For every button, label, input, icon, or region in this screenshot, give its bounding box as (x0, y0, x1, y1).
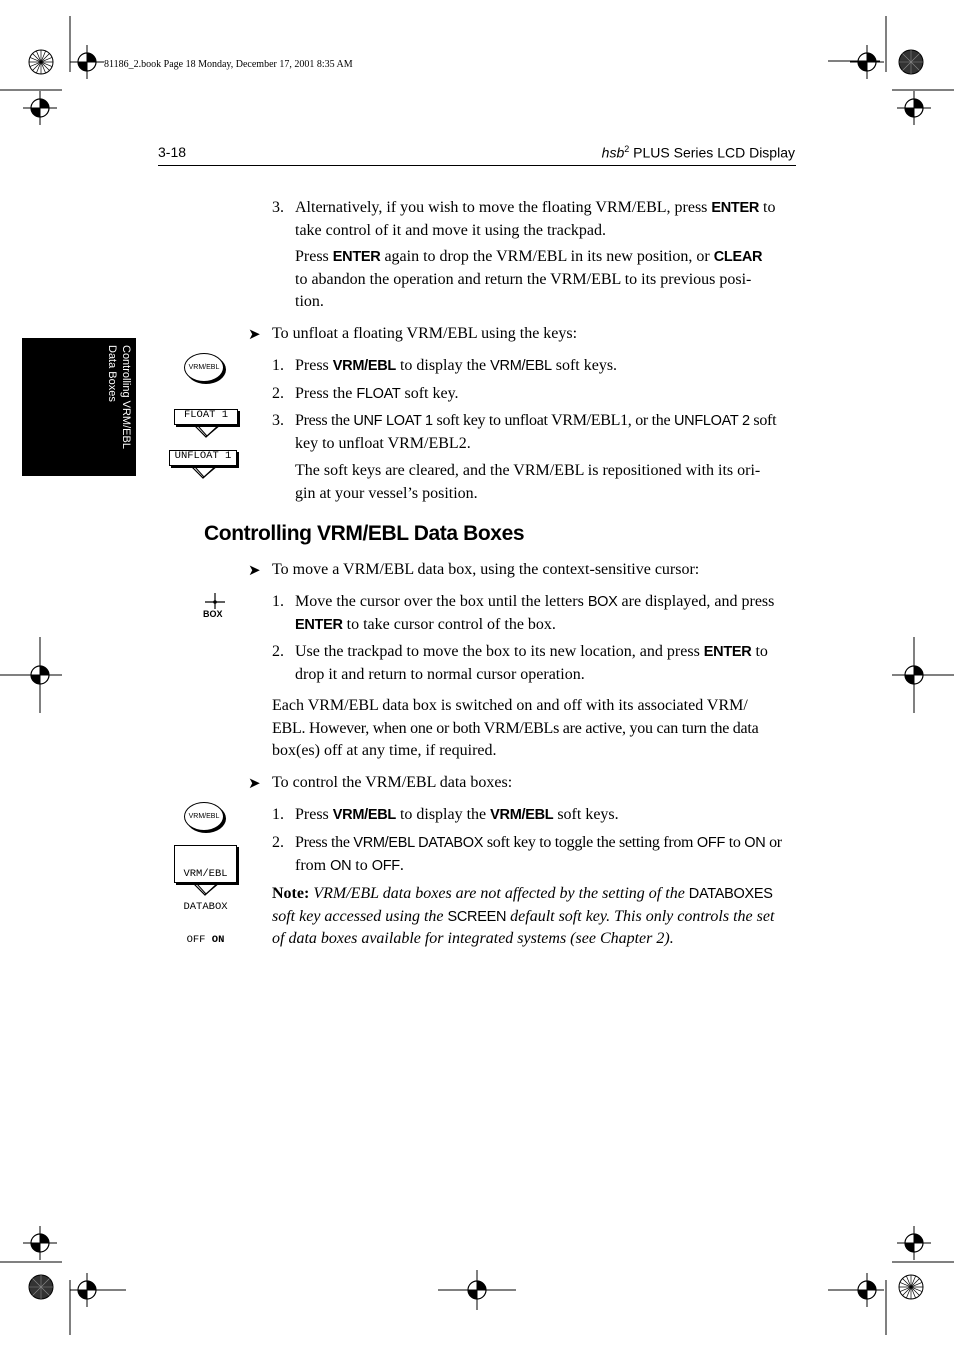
text-run: soft key to toggle the setting from (483, 834, 697, 851)
procedure-arrow-icon: ➤ (248, 561, 261, 579)
item-number: 3. (272, 412, 284, 429)
vrm-ebl-key-icon: VRM/EBL (184, 353, 224, 382)
softkey-pointer-icon (192, 424, 222, 440)
text-line: gin at your vessel’s position. (295, 484, 478, 502)
crosshair-icon (204, 592, 226, 610)
key-enter: ENTER (703, 644, 752, 660)
cursor-box-icon (200, 592, 228, 622)
item-number: 1. (272, 806, 284, 823)
text-run: to (751, 643, 768, 660)
header-rule (158, 165, 796, 166)
softkey-name: OFF (371, 857, 400, 874)
side-tab-line2: Data Boxes (106, 345, 118, 402)
softkey-name: VRM/EBL DATABOX (353, 835, 484, 851)
product-superscript: 2 (624, 144, 630, 154)
softkey-label: UNFLOAT 1 (169, 450, 237, 466)
side-tab-line1: Controlling VRM/EBL (120, 345, 132, 449)
text-run: Press the (295, 385, 357, 402)
text-line: EBL. However, when one or both VRM/EBLs are active, you can turn the data (272, 719, 759, 737)
text-run: Use the trackpad to move the box to its new location, and press (295, 643, 704, 660)
softkey-name: BOX (587, 594, 618, 610)
databox-softkey-icon (174, 845, 240, 946)
softkey-name: UNFLOAT 2 (673, 413, 750, 429)
note-paragraph (272, 883, 797, 951)
softkey-pointer-icon (189, 465, 219, 481)
item-number: 2. (272, 643, 284, 660)
text-run: soft (749, 412, 777, 429)
data-box-paragraph (272, 695, 797, 763)
key-vrm-ebl: VRM/EBL (332, 358, 396, 374)
text-run: soft key accessed using the (272, 907, 448, 925)
text-run: to (351, 856, 372, 874)
softkey-name: DATABOXES (688, 886, 773, 902)
unfloat-step3 (295, 410, 797, 455)
softkey-name: ON (330, 857, 352, 874)
softkey-name: ON (744, 835, 766, 851)
control-step1 (295, 804, 619, 827)
text-run: Press (295, 806, 333, 823)
procedure-arrow-icon: ➤ (248, 325, 261, 343)
softkey-name: SCREEN (447, 908, 507, 925)
unfloat1-softkey-icon (169, 450, 241, 482)
softkey-pointer-icon (191, 882, 221, 898)
softkey-label-line: DATABOX (183, 901, 228, 913)
cursor-box-label: BOX (203, 609, 223, 619)
text-line: The soft keys are cleared, and the VRM/EBL is repositioned with its ori- (295, 462, 761, 479)
key-vrm-ebl: VRM/EBL (490, 807, 554, 823)
text-run: from (295, 856, 331, 874)
text-line: key to unfloat VRM/EBL2. (295, 434, 471, 452)
crop-header-text: 81186_2.book Page 18 Monday, December 17, 2001 8:35 AM (104, 59, 353, 70)
text-run: soft key. (400, 385, 459, 402)
key-enter: ENTER (711, 200, 760, 216)
text-run: Press (295, 248, 333, 265)
item3-text (295, 197, 797, 242)
text-run: Alternatively, if you wish to move the floating VRM/EBL, press (295, 199, 712, 216)
page-number: 3-18 (158, 144, 187, 160)
text-run: Move the cursor over the box until the letters (295, 593, 588, 610)
text-line: box(es) off at any time, if required. (272, 742, 497, 759)
product-name-italic: hsb (601, 144, 625, 161)
softkey-name: FLOAT (356, 386, 401, 402)
text-line: take control of it and move it using the trackpad. (295, 221, 607, 239)
text-run: VRM/EBL data boxes are not affected by the setting of the (309, 885, 689, 902)
softkey-off-option: OFF (186, 934, 212, 946)
text-run: Press (295, 357, 333, 374)
vrm-ebl-key-icon: VRM/EBL (184, 802, 224, 831)
item-number: 1. (272, 593, 284, 610)
enter-clear-paragraph (295, 246, 797, 314)
move-step2 (295, 641, 797, 686)
softkey-label: FLOAT 1 (174, 409, 238, 425)
text-run: are displayed, and press (617, 593, 775, 610)
softkey-on-option: ON (211, 934, 225, 946)
text-line: of data boxes available for integrated systems (see Chapter 2). (272, 930, 674, 947)
key-vrm-ebl: VRM/EBL (332, 807, 396, 823)
unfloat-intro: To unfloat a floating VRM/EBL using the keys: (272, 325, 578, 342)
text-run: soft key to unfloat VRM/EBL1, or the (432, 412, 674, 429)
text-run: to display the (395, 357, 491, 374)
side-tab-label (105, 345, 133, 475)
text-line: tion. (295, 293, 324, 310)
text-line: to abandon the operation and return the VRM/EBL to its previous posi- (295, 270, 752, 288)
key-enter: ENTER (295, 616, 343, 633)
side-tab (22, 338, 136, 476)
control-step2 (295, 832, 797, 877)
key-enter: ENTER (332, 249, 381, 265)
softkey-name: VRM/EBL (490, 358, 552, 374)
softkey-label-line: VRM/EBL (183, 868, 228, 880)
unfloat-result (295, 460, 797, 505)
item-number: 3. (272, 199, 284, 216)
product-name-rest: PLUS Series LCD Display (629, 144, 795, 161)
control-intro: To control the VRM/EBL data boxes: (272, 774, 513, 791)
running-title (602, 144, 795, 161)
text-run: or (765, 834, 782, 851)
text-run: soft keys. (553, 806, 619, 823)
softkey-name: OFF (696, 835, 725, 851)
text-run: to display the (395, 806, 491, 823)
text-run: Press the (295, 412, 354, 429)
text-run: to (725, 834, 745, 851)
key-clear: CLEAR (713, 249, 763, 265)
text-run: default soft key. This only controls the set (506, 907, 775, 925)
item-number: 1. (272, 357, 284, 374)
unfloat-step2 (295, 383, 459, 406)
move-step1 (295, 591, 797, 636)
softkey-name: UNF LOAT 1 (353, 413, 433, 429)
float1-softkey-icon (174, 409, 240, 441)
section-heading: Controlling VRM/EBL Data Boxes (204, 522, 525, 545)
text-run: to (759, 199, 776, 216)
move-intro: To move a VRM/EBL data box, using the context-sensitive cursor: (272, 561, 700, 578)
text-run: to take cursor control of the box. (342, 615, 556, 633)
text-line: drop it and return to normal cursor operation. (295, 665, 585, 683)
item-number: 2. (272, 834, 284, 851)
procedure-arrow-icon: ➤ (248, 774, 261, 792)
unfloat-step1 (295, 355, 617, 378)
text-line: Each VRM/EBL data box is switched on and off with its associated VRM/ (272, 697, 748, 714)
item-number: 2. (272, 385, 284, 402)
text-run: . (399, 856, 404, 874)
text-run: soft keys. (551, 357, 618, 374)
text-run: again to drop the VRM/EBL in its new position, or (380, 248, 714, 265)
text-run: Press the (295, 834, 354, 851)
softkey-label (174, 845, 237, 946)
note-label: Note: (272, 885, 310, 902)
